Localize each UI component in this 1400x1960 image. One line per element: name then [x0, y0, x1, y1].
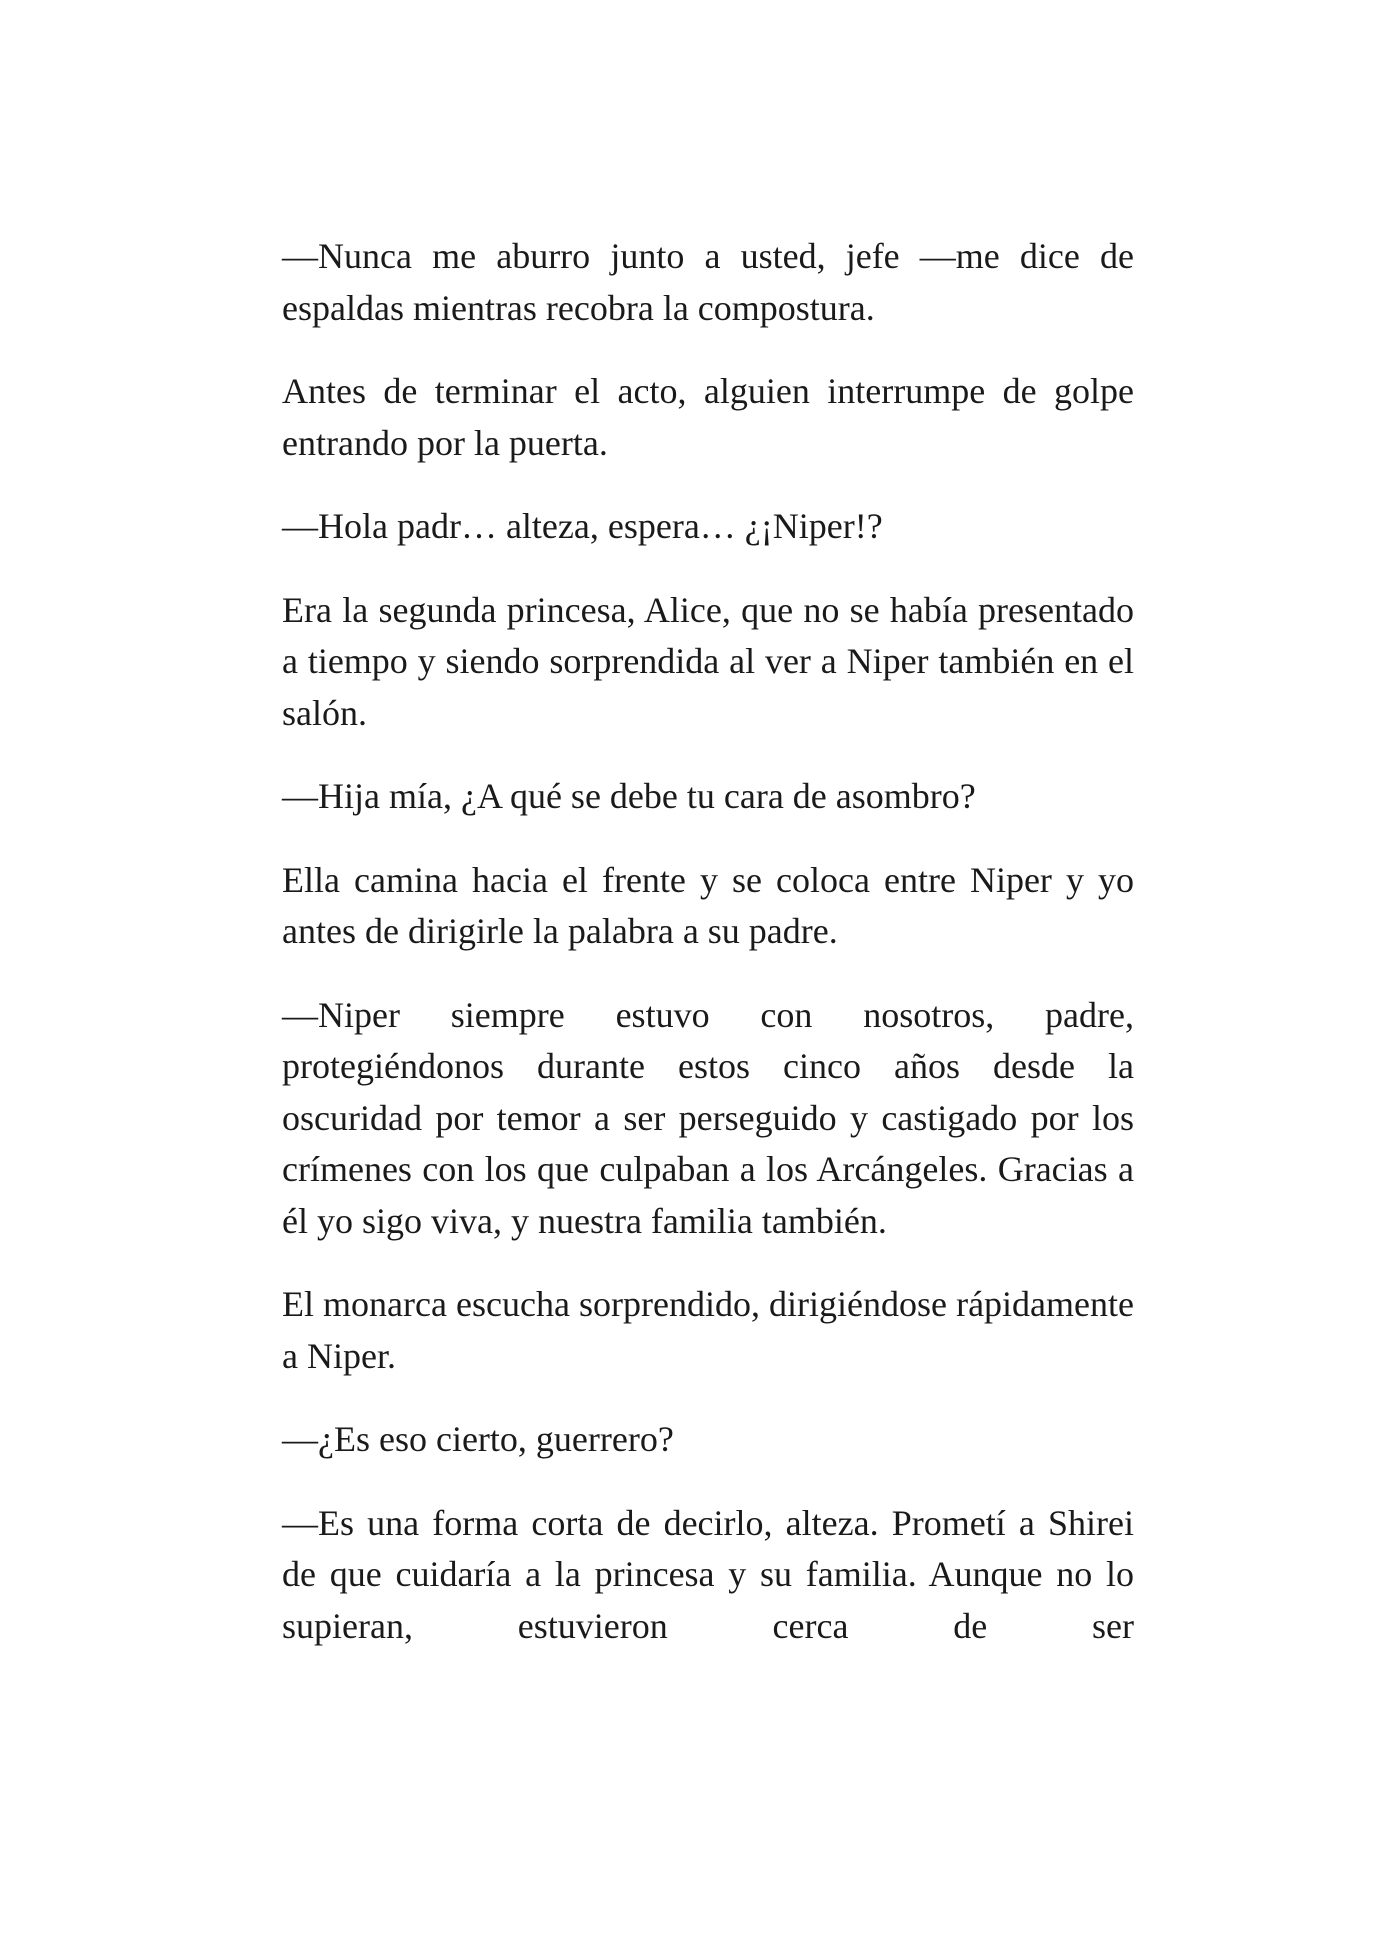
- paragraph: Era la segunda princesa, Alice, que no se había presentado a tiempo y siendo sorprendida al ver a Niper también en el salón.: [282, 589, 1134, 733]
- paragraph: —Hola padr… alteza, espera… ¿¡Niper!?: [282, 506, 883, 546]
- paragraph: —Niper siempre estuvo con nosotros, padre, protegiéndonos durante estos cinco años desde la oscuridad por temor a ser perseguido y castigado por los crímenes con los que culpaban a los Arcángeles. Gracias a él yo sigo viva, y nuestra familia también.: [282, 994, 1134, 1241]
- body-text: [282, 231, 1134, 1652]
- paragraph: —¿Es eso cierto, guerrero?: [282, 1419, 674, 1459]
- paragraph: Antes de terminar el acto, alguien interrumpe de golpe entrando por la puerta.: [282, 371, 1134, 463]
- paragraph: El monarca escucha sorprendido, dirigiéndose rápidamente a Niper.: [282, 1284, 1134, 1376]
- paragraph: —Nunca me aburro junto a usted, jefe —me dice de espaldas mientras recobra la compostura.: [282, 236, 1134, 328]
- paragraph: —Es una forma corta de decirlo, alteza. Prometí a Shirei de que cuidaría a la princesa y su familia. Aunque no lo supieran, estuvieron cerca de ser: [282, 1502, 1134, 1646]
- paragraph: —Hija mía, ¿A qué se debe tu cara de asombro?: [282, 776, 976, 816]
- paragraph: Ella camina hacia el frente y se coloca entre Niper y yo antes de dirigirle la palabra a su padre.: [282, 859, 1134, 951]
